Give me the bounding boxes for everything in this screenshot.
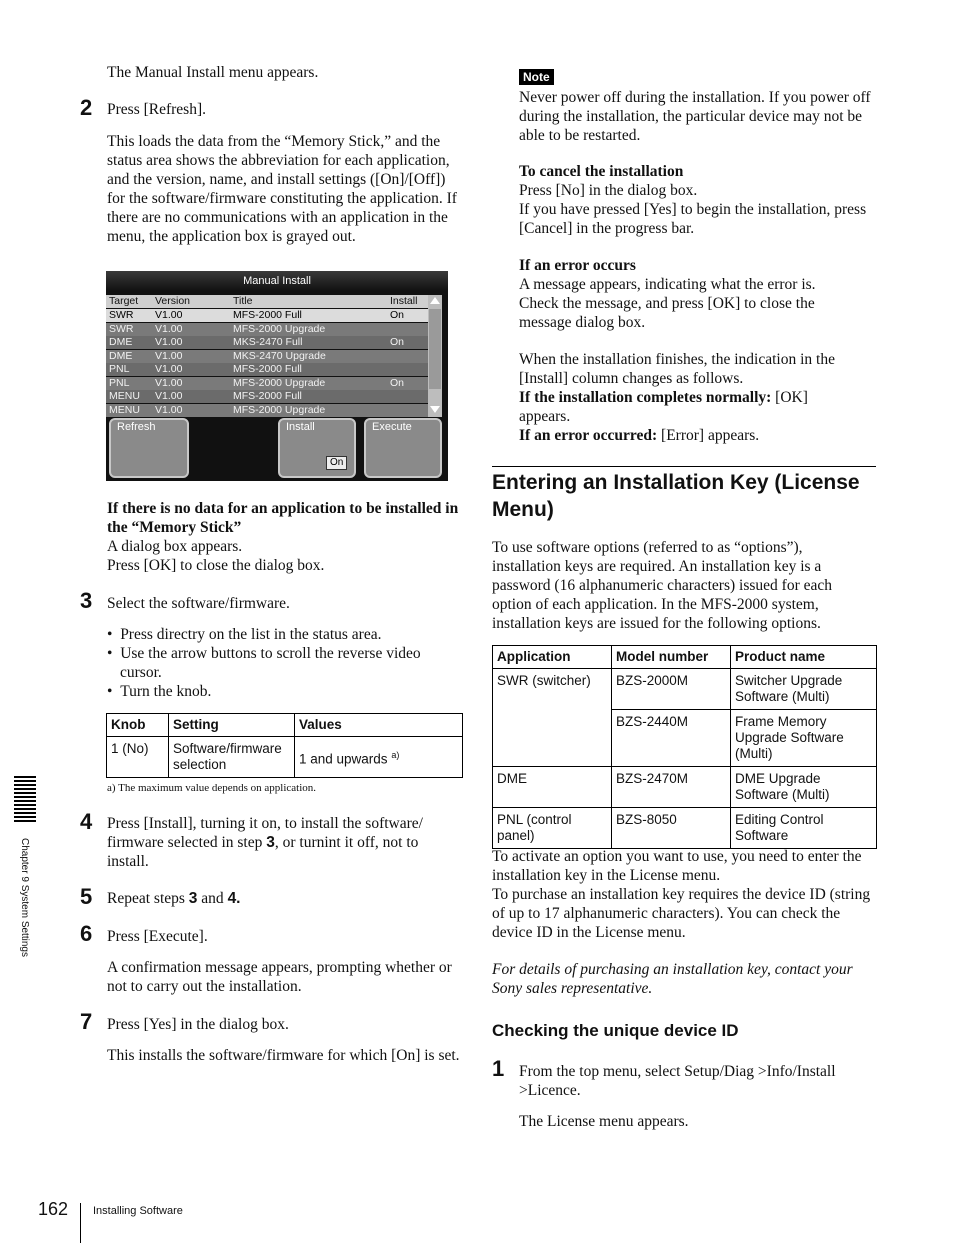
row-cell-version: V1.00 bbox=[155, 349, 183, 362]
step-text: Press [Yes] in the dialog box. bbox=[107, 1016, 289, 1033]
row-cell-target: DME bbox=[109, 336, 133, 348]
footer-section: Installing Software bbox=[93, 1205, 183, 1217]
table-cell: DME bbox=[493, 767, 612, 808]
row-cell-title: MFS-2000 Full bbox=[233, 363, 302, 375]
column-header: Title bbox=[233, 295, 253, 307]
table-cell: Software/firmware selection bbox=[169, 737, 295, 778]
page-number: 162 bbox=[38, 1199, 69, 1219]
nodata-line: Press [OK] to close the dialog box. bbox=[107, 557, 325, 574]
row-cell-title: MKS-2470 Full bbox=[233, 336, 303, 348]
screenshot-title: Manual Install bbox=[106, 271, 448, 291]
options-table bbox=[492, 645, 877, 849]
step-number: 1 bbox=[492, 1056, 505, 1081]
error-text: A message appears, indicating what the error is. Check the message, and press [OK] to close the message dialog box. bbox=[519, 276, 816, 331]
row-cell-install: On bbox=[390, 376, 405, 389]
scroll-thumb bbox=[429, 309, 441, 389]
step-text: Press [Execute]. bbox=[107, 928, 208, 945]
bullet-item: • Use the arrow buttons to scroll the reverse video cursor. bbox=[107, 645, 421, 681]
section-rule bbox=[492, 466, 876, 467]
bullet-list bbox=[107, 625, 452, 701]
step-description: The License menu appears. bbox=[519, 1113, 689, 1130]
table-header: Setting bbox=[169, 714, 295, 737]
scroll-up-icon bbox=[430, 297, 440, 304]
row-cell-install: On bbox=[390, 309, 405, 321]
footnote: a) The maximum value depends on application. bbox=[107, 782, 317, 794]
column-header: Install bbox=[390, 295, 418, 307]
table-header: Product name bbox=[731, 646, 877, 669]
column-header: Version bbox=[155, 295, 191, 307]
chapter-tab-marker bbox=[14, 776, 36, 824]
table-cell: Switcher Upgrade Software (Multi) bbox=[731, 669, 877, 710]
table-cell: BZS-2440M bbox=[612, 710, 731, 767]
cancel-line: If you have pressed [Yes] to begin the installation, press [Cancel] in the progress bar. bbox=[519, 201, 867, 237]
section-title: Entering an Installation Key (License Menu) bbox=[492, 471, 860, 521]
finish-text: When the installation finishes, the indication in the [Install] column changes as follows. bbox=[519, 351, 835, 387]
row-cell-target: MENU bbox=[109, 390, 140, 402]
table-cell: BZS-8050 bbox=[612, 808, 731, 849]
row-cell-version: V1.00 bbox=[155, 390, 183, 402]
install-button bbox=[278, 418, 356, 478]
scrollbar bbox=[428, 295, 442, 417]
finish-ok: If the installation completes normally: [OK] appears. bbox=[519, 389, 808, 425]
table-cell: SWR (switcher) bbox=[493, 669, 612, 767]
error-heading: If an error occurs bbox=[519, 257, 636, 274]
row-cell-install: On bbox=[390, 336, 405, 348]
row-cell-target: SWR bbox=[109, 322, 134, 335]
row-cell-target: SWR bbox=[109, 309, 134, 321]
table-cell: 1 and upwards $^{a)}$ bbox=[295, 737, 463, 778]
table-cell: Frame Memory Upgrade Software (Multi) bbox=[731, 710, 877, 767]
table-header: Application bbox=[493, 646, 612, 669]
row-cell-version: V1.00 bbox=[155, 322, 183, 335]
table-header: Values bbox=[295, 714, 463, 737]
table-cell: 1 (No) bbox=[107, 737, 169, 778]
contact-text: For details of purchasing an installation key, contact your Sony sales representative. bbox=[492, 961, 853, 997]
row-cell-version: V1.00 bbox=[155, 363, 183, 375]
execute-button bbox=[364, 418, 442, 478]
section-intro: To use software options (referred to as “options”), installation keys are required. An installation key is a password (16 alphanumeric characters) issued for each option of each application. In the MFS-2000 system, installation keys are issued for the following options. bbox=[492, 539, 832, 632]
row-cell-version: V1.00 bbox=[155, 336, 183, 348]
step-number: 2 bbox=[80, 95, 93, 120]
column-header: Target bbox=[109, 295, 139, 307]
intro-text: The Manual Install menu appears. bbox=[107, 64, 319, 81]
row-cell-version: V1.00 bbox=[155, 376, 183, 389]
cancel-heading: To cancel the installation bbox=[519, 163, 684, 180]
step-description: This installs the software/firmware for which [On] is set. bbox=[107, 1047, 460, 1064]
nodata-line: A dialog box appears. bbox=[107, 538, 243, 555]
step-description: A confirmation message appears, prompting whether or not to carry out the installation. bbox=[107, 959, 452, 995]
cancel-line: Press [No] in the dialog box. bbox=[519, 182, 698, 199]
row-cell-target: PNL bbox=[109, 363, 130, 375]
row-cell-title: MFS-2000 Upgrade bbox=[233, 376, 326, 389]
note-badge: Note bbox=[519, 69, 554, 85]
row-cell-title: MFS-2000 Full bbox=[233, 390, 302, 402]
bullet-item: • Press directry on the list in the status area. bbox=[107, 626, 382, 643]
row-cell-title: MKS-2470 Upgrade bbox=[233, 349, 326, 362]
table-cell: PNL (control panel) bbox=[493, 808, 612, 849]
step-text: Select the software/firmware. bbox=[107, 595, 290, 612]
note-text: Never power off during the installation. If you power off during the installation, the particular device may not be able to be restarted. bbox=[519, 89, 871, 144]
refresh-button bbox=[109, 418, 189, 478]
table-row bbox=[493, 669, 877, 710]
step-text: From the top menu, select Setup/Diag >Info/Install >Licence. bbox=[519, 1063, 836, 1099]
row-cell-target: PNL bbox=[109, 376, 130, 389]
table-cell: BZS-2470M bbox=[612, 767, 731, 808]
install-state-indicator: On bbox=[326, 456, 347, 470]
step-text: Press [Refresh]. bbox=[107, 101, 207, 118]
row-cell-version: V1.00 bbox=[155, 309, 183, 321]
subsection-title: Checking the unique device ID bbox=[492, 1021, 739, 1040]
purchase-text: To purchase an installation key requires the device ID (string of up to 17 alphanumeric characters). You can check the device ID in the License menu. bbox=[492, 886, 871, 941]
step-number: 7 bbox=[80, 1009, 93, 1034]
step-text: Press [Install], turning it on, to install the software/ firmware selected in step 3, or turnint it off, not to install. bbox=[107, 815, 423, 870]
finish-error: If an error occurred: [Error] appears. bbox=[519, 427, 760, 444]
step-text: Repeat steps 3 and 4. bbox=[107, 890, 241, 907]
row-cell-title: MFS-2000 Upgrade bbox=[233, 403, 326, 416]
row-cell-version: V1.00 bbox=[155, 403, 183, 416]
scroll-down-icon bbox=[430, 406, 440, 413]
step-number: 3 bbox=[80, 588, 93, 613]
refresh-label: Refresh bbox=[117, 421, 156, 433]
knob-table bbox=[106, 713, 463, 778]
table-row bbox=[493, 808, 877, 849]
table-header: Knob bbox=[107, 714, 169, 737]
chapter-label: Chapter 9 System Settings bbox=[19, 838, 30, 957]
nodata-heading: If there is no data for an application to be installed in the “Memory Stick” bbox=[107, 500, 459, 536]
step-description: This loads the data from the “Memory Stick,” and the status area shows the abbreviation for each application, and the version, name, and install settings ([On]/[Off]) for the software/firmware constituting the application. If there are no communications with an application in the menu, the application box is grayed out. bbox=[107, 133, 457, 245]
bullet-item: • Turn the knob. bbox=[107, 683, 212, 700]
footer-divider bbox=[80, 1203, 81, 1243]
table-row bbox=[493, 767, 877, 808]
row-cell-title: MFS-2000 Upgrade bbox=[233, 322, 326, 335]
manual-install-screenshot bbox=[106, 271, 448, 481]
install-label: Install bbox=[286, 421, 315, 433]
row-cell-title: MFS-2000 Full bbox=[233, 309, 302, 321]
row-cell-target: MENU bbox=[109, 403, 140, 416]
table-header: Model number bbox=[612, 646, 731, 669]
step-number: 4 bbox=[80, 809, 93, 834]
step-number: 5 bbox=[80, 884, 93, 909]
table-cell: BZS-2000M bbox=[612, 669, 731, 710]
row-cell-target: DME bbox=[109, 349, 133, 362]
execute-label: Execute bbox=[372, 421, 412, 433]
activate-text: To activate an option you want to use, you need to enter the installation key in the License menu. bbox=[492, 848, 862, 884]
table-cell: Editing Control Software bbox=[731, 808, 877, 849]
table-cell: DME Upgrade Software (Multi) bbox=[731, 767, 877, 808]
step-number: 6 bbox=[80, 921, 93, 946]
